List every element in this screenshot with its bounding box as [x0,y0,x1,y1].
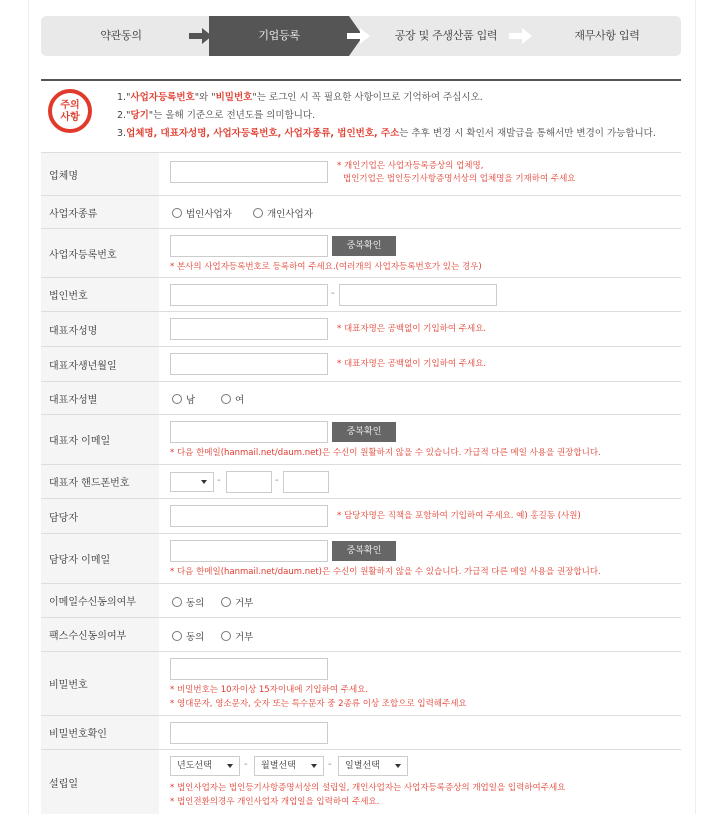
founding-note-2: * 법인전환의경우 개인사업자 개업일을 입력하여 주세요. [170,797,380,807]
email-consent-reject-radio[interactable]: 거부 [221,595,253,609]
company-name-note-2: 법인기업은 법인등기사항증명서상의 업체명을 기재하여 주세요 [343,174,576,184]
step-company-registration[interactable] [209,16,349,56]
step-factory-products[interactable]: 공장 및 주생산품 입력 [394,29,498,42]
row-rep-email [41,414,681,464]
email-consent-label: 이메일수신동의여부 [41,584,159,617]
radio-icon [221,631,231,641]
password-note-2: * 영대문자, 영소문자, 숫자 또는 특수문자 중 2종류 이상 조합으로 입력해주세요 [170,699,467,709]
password-label: 비밀번호 [41,652,159,715]
chevron-down-icon [201,480,207,484]
manager-note: * 담당자명은 직책을 포함하여 기입하여 주세요. 예) 홍길동 (사원) [337,511,581,521]
row-corp-no [41,277,681,311]
row-email-consent [41,583,681,617]
row-manager-email [41,533,681,583]
rep-email-note: * 다음 한메일(hanmail.net/daum.net)은 수신이 원활하지 않을 수 있습니다. 가급적 다른 메일 사용을 권장합니다. [170,448,601,458]
row-fax-consent [41,617,681,651]
radio-icon [221,394,231,404]
notice-badge-line2: 사항 [60,112,80,123]
rep-gender-male-radio[interactable]: 남 [172,392,195,406]
radio-icon [253,208,263,218]
manager-email-label: 담당자 이메일 [41,534,159,583]
notice-badge [48,89,92,133]
radio-icon [172,597,182,607]
row-biz-reg-no [41,228,681,277]
corp-no-input-1[interactable] [170,284,328,306]
password-note-1: * 비밀번호는 10자이상 15자이내에 기입하여 주세요. [170,685,369,695]
founding-dash-2: - [328,759,332,770]
biz-reg-no-note: * 본사의 사업자등록번호로 등록하여 주세요.(여러개의 사업자등록번호가 있는 경우) [170,262,482,272]
business-type-label: 사업자종류 [41,196,159,228]
password-input[interactable] [170,658,328,680]
radio-icon [221,597,231,607]
fax-consent-agree-radio[interactable]: 동의 [172,629,204,643]
password-confirm-label: 비밀번호확인 [41,716,159,749]
rep-phone-label: 대표자 핸드폰번호 [41,465,159,498]
rep-name-note: * 대표자명은 공백없이 기입하여 주세요. [337,324,487,334]
row-rep-name [41,311,681,346]
row-rep-birth [41,346,681,381]
founding-note-1: * 법인사업자는 법인등기사항증명서상의 설립일, 개인사업자는 사업자등록증상의 개업일을 입력하여주세요 [170,783,566,793]
fax-consent-label: 팩스수신동의여부 [41,618,159,651]
founding-month-select[interactable]: 월별선택 [254,756,324,776]
step-arrow-icon [509,28,535,44]
row-password-confirm [41,715,681,749]
radio-icon [172,394,182,404]
step-label: 기업등록 [258,29,300,42]
business-type-individual-radio[interactable]: 개인사업자 [253,206,313,220]
founding-dash-1: - [244,759,248,770]
corp-no-label: 법인번호 [41,278,159,311]
notice-badge-line1: 주의 [60,100,80,111]
section-divider [41,79,681,81]
fax-consent-reject-radio[interactable]: 거부 [221,629,253,643]
rep-name-label: 대표자성명 [41,312,159,346]
email-consent-agree-radio[interactable]: 동의 [172,595,204,609]
biz-reg-no-label: 사업자등록번호 [41,229,159,277]
rep-birth-note: * 대표자명은 공백없이 기입하여 주세요. [337,359,487,369]
founding-year-select[interactable]: 년도선택 [170,756,240,776]
founding-date-label: 설립일 [41,750,159,814]
rep-phone-dash-1: - [217,475,221,486]
biz-reg-no-input[interactable] [170,235,328,257]
chevron-down-icon [395,764,401,768]
row-manager [41,498,681,533]
step-financial[interactable]: 재무사항 입력 [574,29,640,42]
rep-email-input[interactable] [170,421,328,443]
notice-line-2: 2."당기"는 올해 기준으로 전년도를 의미합니다. [117,110,316,121]
rep-birth-label: 대표자생년월일 [41,347,159,381]
business-type-corporate-radio[interactable]: 법인사업자 [172,206,232,220]
chevron-down-icon [227,764,233,768]
rep-phone-middle-input[interactable] [226,471,272,493]
row-rep-gender [41,381,681,414]
password-confirm-input[interactable] [170,722,328,744]
company-name-note-1: * 개인기업은 사업자등록증상의 업체명, [337,161,484,171]
company-name-label: 업체명 [41,153,159,195]
rep-email-duplicate-check-button[interactable]: 중복확인 [332,422,396,442]
manager-email-input[interactable] [170,540,328,562]
chevron-down-icon [311,764,317,768]
row-business-type [41,195,681,228]
rep-phone-last-input[interactable] [283,471,329,493]
radio-icon [172,208,182,218]
rep-phone-prefix-select[interactable] [170,472,214,492]
corp-no-input-2[interactable] [339,284,497,306]
company-name-input[interactable] [170,161,328,183]
rep-name-input[interactable] [170,318,328,340]
rep-email-label: 대표자 이메일 [41,415,159,464]
rep-gender-label: 대표자성별 [41,382,159,414]
manager-label: 담당자 [41,499,159,533]
manager-email-note: * 다음 한메일(hanmail.net/daum.net)은 수신이 원활하지 않을 수 있습니다. 가급적 다른 메일 사용을 권장합니다. [170,567,601,577]
manager-input[interactable] [170,505,328,527]
founding-day-select[interactable]: 일별선택 [338,756,408,776]
notice-line-3: 3.업체명, 대표자성명, 사업자등록번호, 사업자종류, 법인번호, 주소는 추후 변경 시 확인서 재발급을 통해서만 변경이 가능합니다. [117,128,656,139]
step-arrow-icon [347,28,373,44]
rep-birth-input[interactable] [170,353,328,375]
step-terms[interactable]: 약관동의 [100,29,142,42]
row-founding-date [41,749,681,814]
manager-email-duplicate-check-button[interactable]: 중복확인 [332,541,396,561]
row-company-name [41,152,681,195]
notice-line-1: 1."사업자등록번호"와 "비밀번호"는 로그인 시 꼭 필요한 사항이므로 기억하여 주십시오. [117,92,483,103]
rep-phone-dash-2: - [275,475,279,486]
row-rep-phone [41,464,681,498]
rep-gender-female-radio[interactable]: 여 [221,392,244,406]
radio-icon [172,631,182,641]
row-password [41,651,681,715]
biz-reg-no-duplicate-check-button[interactable]: 중복확인 [332,236,396,256]
corp-no-dash: - [331,288,335,299]
notice-text [117,89,656,143]
step-navigation [41,16,681,56]
